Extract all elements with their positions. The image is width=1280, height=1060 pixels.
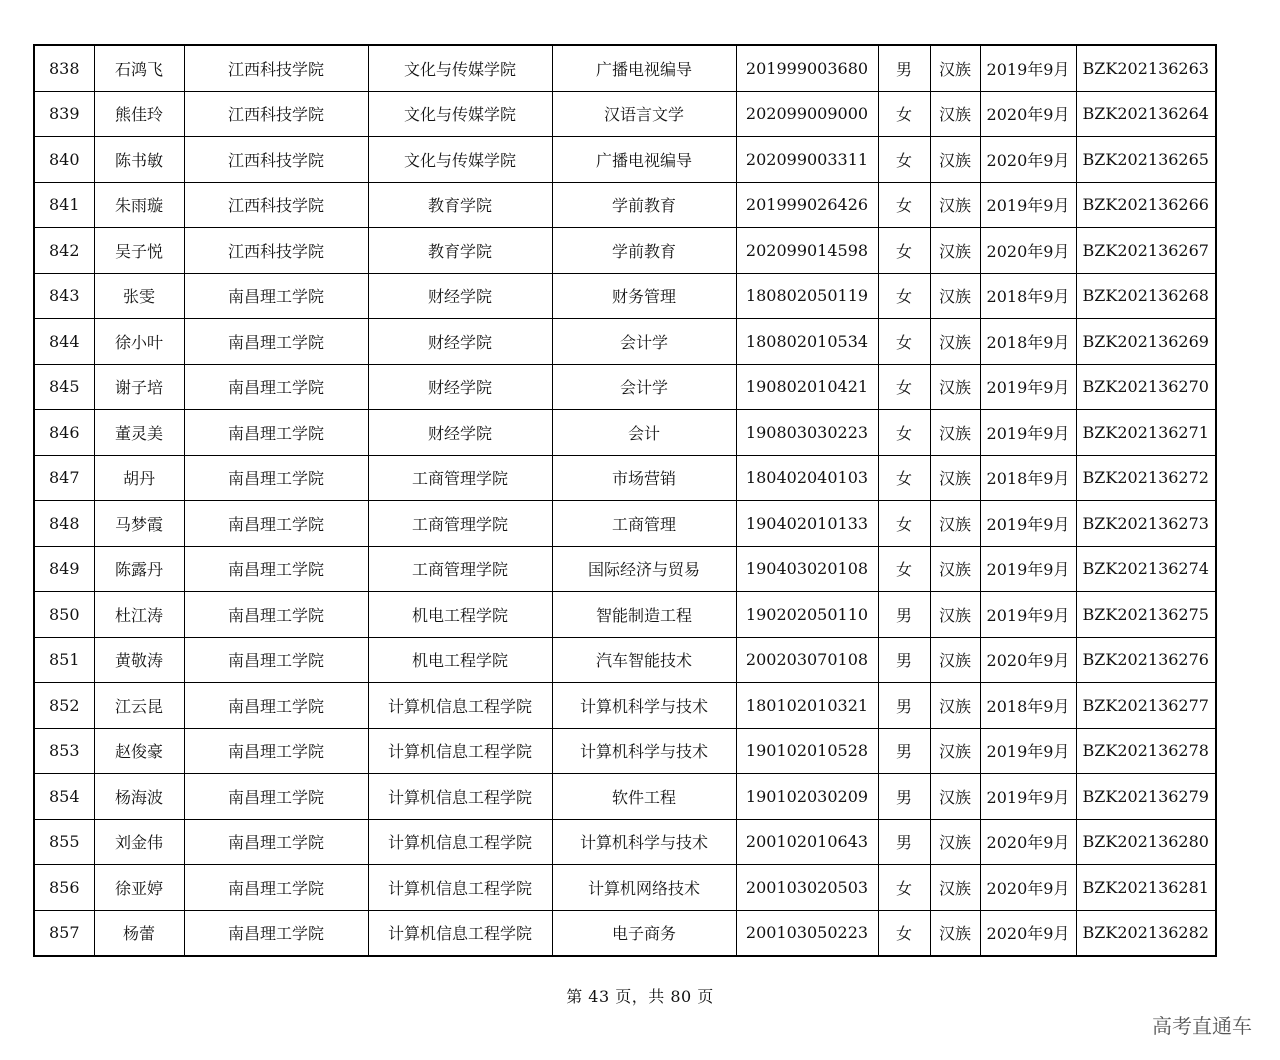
cell-college: 文化与传媒学院 xyxy=(368,137,552,183)
cell-enrollment: 2019年9月 xyxy=(980,728,1076,774)
cell-major: 电子商务 xyxy=(552,910,736,956)
cell-index: 848 xyxy=(34,501,94,547)
cell-college: 教育学院 xyxy=(368,182,552,228)
cell-enrollment: 2018年9月 xyxy=(980,273,1076,319)
cell-index: 843 xyxy=(34,273,94,319)
cell-gender: 女 xyxy=(878,91,930,137)
cell-college: 文化与传媒学院 xyxy=(368,91,552,137)
cell-gender: 男 xyxy=(878,592,930,638)
cell-school: 南昌理工学院 xyxy=(184,410,368,456)
cell-student-id: 190402010133 xyxy=(736,501,878,547)
table-row xyxy=(34,273,1216,319)
cell-gender: 女 xyxy=(878,546,930,592)
cell-college: 计算机信息工程学院 xyxy=(368,774,552,820)
cell-college: 工商管理学院 xyxy=(368,501,552,547)
cell-gender: 女 xyxy=(878,228,930,274)
table-row xyxy=(34,228,1216,274)
table-row xyxy=(34,91,1216,137)
table-row xyxy=(34,683,1216,729)
cell-student-id: 200203070108 xyxy=(736,637,878,683)
cell-ethnicity: 汉族 xyxy=(930,228,980,274)
cell-student-id: 190403020108 xyxy=(736,546,878,592)
table-row xyxy=(34,410,1216,456)
cell-enrollment: 2020年9月 xyxy=(980,865,1076,911)
cell-major: 学前教育 xyxy=(552,228,736,274)
cell-ethnicity: 汉族 xyxy=(930,501,980,547)
cell-index: 851 xyxy=(34,637,94,683)
cell-name: 赵俊豪 xyxy=(94,728,184,774)
cell-student-id: 202099014598 xyxy=(736,228,878,274)
cell-student-id: 201999026426 xyxy=(736,182,878,228)
cell-gender: 女 xyxy=(878,865,930,911)
cell-gender: 男 xyxy=(878,45,930,91)
cell-school: 江西科技学院 xyxy=(184,91,368,137)
cell-student-id: 190102010528 xyxy=(736,728,878,774)
cell-major: 学前教育 xyxy=(552,182,736,228)
cell-ethnicity: 汉族 xyxy=(930,683,980,729)
cell-ethnicity: 汉族 xyxy=(930,455,980,501)
table-row xyxy=(34,182,1216,228)
cell-school: 南昌理工学院 xyxy=(184,592,368,638)
cell-major: 会计 xyxy=(552,410,736,456)
cell-enrollment: 2020年9月 xyxy=(980,819,1076,865)
cell-major: 财务管理 xyxy=(552,273,736,319)
table-row xyxy=(34,546,1216,592)
cell-enrollment: 2019年9月 xyxy=(980,182,1076,228)
cell-ethnicity: 汉族 xyxy=(930,819,980,865)
cell-name: 徐亚婷 xyxy=(94,865,184,911)
table-row xyxy=(34,319,1216,365)
cell-student-id: 190803030223 xyxy=(736,410,878,456)
table-row xyxy=(34,910,1216,956)
cell-ethnicity: 汉族 xyxy=(930,410,980,456)
cell-index: 838 xyxy=(34,45,94,91)
table-body xyxy=(34,45,1216,956)
cell-index: 844 xyxy=(34,319,94,365)
cell-college: 财经学院 xyxy=(368,319,552,365)
cell-index: 842 xyxy=(34,228,94,274)
cell-index: 854 xyxy=(34,774,94,820)
cell-ethnicity: 汉族 xyxy=(930,728,980,774)
cell-student-id: 190802010421 xyxy=(736,364,878,410)
cell-cert-no: BZK202136275 xyxy=(1076,592,1216,638)
cell-college: 财经学院 xyxy=(368,273,552,319)
cell-gender: 女 xyxy=(878,273,930,319)
cell-cert-no: BZK202136269 xyxy=(1076,319,1216,365)
watermark-text: 高考直通车 xyxy=(1152,1014,1252,1038)
cell-ethnicity: 汉族 xyxy=(930,865,980,911)
cell-cert-no: BZK202136279 xyxy=(1076,774,1216,820)
table-row xyxy=(34,364,1216,410)
cell-ethnicity: 汉族 xyxy=(930,45,980,91)
cell-name: 石鸿飞 xyxy=(94,45,184,91)
cell-student-id: 190102030209 xyxy=(736,774,878,820)
cell-name: 刘金伟 xyxy=(94,819,184,865)
cell-ethnicity: 汉族 xyxy=(930,364,980,410)
cell-major: 软件工程 xyxy=(552,774,736,820)
cell-cert-no: BZK202136266 xyxy=(1076,182,1216,228)
cell-cert-no: BZK202136278 xyxy=(1076,728,1216,774)
cell-gender: 女 xyxy=(878,910,930,956)
cell-ethnicity: 汉族 xyxy=(930,592,980,638)
cell-college: 工商管理学院 xyxy=(368,546,552,592)
cell-gender: 女 xyxy=(878,182,930,228)
cell-school: 江西科技学院 xyxy=(184,182,368,228)
cell-college: 计算机信息工程学院 xyxy=(368,728,552,774)
cell-school: 南昌理工学院 xyxy=(184,455,368,501)
cell-school: 江西科技学院 xyxy=(184,137,368,183)
cell-name: 张雯 xyxy=(94,273,184,319)
cell-name: 徐小叶 xyxy=(94,319,184,365)
table-row xyxy=(34,592,1216,638)
cell-student-id: 180802050119 xyxy=(736,273,878,319)
cell-name: 杨海波 xyxy=(94,774,184,820)
cell-cert-no: BZK202136280 xyxy=(1076,819,1216,865)
cell-ethnicity: 汉族 xyxy=(930,319,980,365)
cell-college: 计算机信息工程学院 xyxy=(368,910,552,956)
cell-enrollment: 2019年9月 xyxy=(980,546,1076,592)
cell-enrollment: 2020年9月 xyxy=(980,637,1076,683)
cell-index: 847 xyxy=(34,455,94,501)
cell-ethnicity: 汉族 xyxy=(930,273,980,319)
cell-major: 计算机科学与技术 xyxy=(552,819,736,865)
cell-cert-no: BZK202136274 xyxy=(1076,546,1216,592)
cell-college: 计算机信息工程学院 xyxy=(368,865,552,911)
cell-school: 南昌理工学院 xyxy=(184,774,368,820)
cell-student-id: 180102010321 xyxy=(736,683,878,729)
cell-major: 国际经济与贸易 xyxy=(552,546,736,592)
cell-gender: 男 xyxy=(878,819,930,865)
cell-college: 计算机信息工程学院 xyxy=(368,819,552,865)
cell-gender: 女 xyxy=(878,319,930,365)
cell-name: 胡丹 xyxy=(94,455,184,501)
cell-index: 840 xyxy=(34,137,94,183)
cell-gender: 女 xyxy=(878,137,930,183)
cell-gender: 女 xyxy=(878,364,930,410)
cell-major: 汉语言文学 xyxy=(552,91,736,137)
cell-index: 853 xyxy=(34,728,94,774)
cell-ethnicity: 汉族 xyxy=(930,774,980,820)
cell-cert-no: BZK202136281 xyxy=(1076,865,1216,911)
table-row xyxy=(34,501,1216,547)
cell-index: 849 xyxy=(34,546,94,592)
cell-name: 马梦霞 xyxy=(94,501,184,547)
table-row xyxy=(34,137,1216,183)
cell-enrollment: 2020年9月 xyxy=(980,228,1076,274)
cell-enrollment: 2020年9月 xyxy=(980,137,1076,183)
table-row xyxy=(34,819,1216,865)
cell-ethnicity: 汉族 xyxy=(930,137,980,183)
table-row xyxy=(34,455,1216,501)
cell-enrollment: 2019年9月 xyxy=(980,774,1076,820)
cell-cert-no: BZK202136271 xyxy=(1076,410,1216,456)
cell-major: 会计学 xyxy=(552,364,736,410)
cell-student-id: 190202050110 xyxy=(736,592,878,638)
cell-enrollment: 2020年9月 xyxy=(980,91,1076,137)
cell-major: 广播电视编导 xyxy=(552,137,736,183)
cell-school: 南昌理工学院 xyxy=(184,364,368,410)
cell-enrollment: 2019年9月 xyxy=(980,592,1076,638)
cell-name: 杨蕾 xyxy=(94,910,184,956)
cell-gender: 男 xyxy=(878,728,930,774)
cell-school: 南昌理工学院 xyxy=(184,273,368,319)
cell-college: 机电工程学院 xyxy=(368,592,552,638)
cell-college: 文化与传媒学院 xyxy=(368,45,552,91)
cell-gender: 男 xyxy=(878,637,930,683)
cell-name: 董灵美 xyxy=(94,410,184,456)
table-row xyxy=(34,774,1216,820)
cell-gender: 女 xyxy=(878,455,930,501)
cell-school: 南昌理工学院 xyxy=(184,501,368,547)
cell-cert-no: BZK202136272 xyxy=(1076,455,1216,501)
cell-enrollment: 2020年9月 xyxy=(980,910,1076,956)
cell-school: 南昌理工学院 xyxy=(184,865,368,911)
cell-major: 计算机科学与技术 xyxy=(552,683,736,729)
cell-index: 845 xyxy=(34,364,94,410)
cell-school: 南昌理工学院 xyxy=(184,637,368,683)
cell-major: 会计学 xyxy=(552,319,736,365)
cell-enrollment: 2019年9月 xyxy=(980,501,1076,547)
cell-index: 839 xyxy=(34,91,94,137)
cell-college: 工商管理学院 xyxy=(368,455,552,501)
cell-name: 杜江涛 xyxy=(94,592,184,638)
cell-index: 856 xyxy=(34,865,94,911)
cell-name: 谢子培 xyxy=(94,364,184,410)
cell-major: 智能制造工程 xyxy=(552,592,736,638)
cell-name: 朱雨璇 xyxy=(94,182,184,228)
cell-major: 广播电视编导 xyxy=(552,45,736,91)
cell-student-id: 200103020503 xyxy=(736,865,878,911)
cell-college: 财经学院 xyxy=(368,364,552,410)
cell-student-id: 202099003311 xyxy=(736,137,878,183)
cell-gender: 男 xyxy=(878,683,930,729)
cell-enrollment: 2018年9月 xyxy=(980,319,1076,365)
cell-enrollment: 2018年9月 xyxy=(980,455,1076,501)
cell-name: 黄敬涛 xyxy=(94,637,184,683)
cell-name: 陈露丹 xyxy=(94,546,184,592)
cell-school: 南昌理工学院 xyxy=(184,819,368,865)
cell-student-id: 200103050223 xyxy=(736,910,878,956)
cell-college: 计算机信息工程学院 xyxy=(368,683,552,729)
cell-cert-no: BZK202136273 xyxy=(1076,501,1216,547)
cell-cert-no: BZK202136268 xyxy=(1076,273,1216,319)
cell-enrollment: 2018年9月 xyxy=(980,683,1076,729)
cell-major: 工商管理 xyxy=(552,501,736,547)
cell-name: 熊佳玲 xyxy=(94,91,184,137)
cell-cert-no: BZK202136265 xyxy=(1076,137,1216,183)
cell-index: 846 xyxy=(34,410,94,456)
cell-major: 计算机科学与技术 xyxy=(552,728,736,774)
cell-school: 南昌理工学院 xyxy=(184,910,368,956)
cell-ethnicity: 汉族 xyxy=(930,182,980,228)
cell-cert-no: BZK202136277 xyxy=(1076,683,1216,729)
cell-school: 南昌理工学院 xyxy=(184,683,368,729)
cell-school: 南昌理工学院 xyxy=(184,546,368,592)
cell-gender: 女 xyxy=(878,410,930,456)
table-row xyxy=(34,865,1216,911)
table-row xyxy=(34,45,1216,91)
cell-student-id: 200102010643 xyxy=(736,819,878,865)
cell-cert-no: BZK202136267 xyxy=(1076,228,1216,274)
cell-college: 教育学院 xyxy=(368,228,552,274)
table-row xyxy=(34,637,1216,683)
cell-cert-no: BZK202136276 xyxy=(1076,637,1216,683)
cell-major: 汽车智能技术 xyxy=(552,637,736,683)
cell-enrollment: 2019年9月 xyxy=(980,45,1076,91)
cell-ethnicity: 汉族 xyxy=(930,910,980,956)
cell-index: 850 xyxy=(34,592,94,638)
cell-college: 财经学院 xyxy=(368,410,552,456)
cell-school: 南昌理工学院 xyxy=(184,728,368,774)
cell-ethnicity: 汉族 xyxy=(930,637,980,683)
cell-cert-no: BZK202136270 xyxy=(1076,364,1216,410)
cell-gender: 女 xyxy=(878,501,930,547)
cell-student-id: 201999003680 xyxy=(736,45,878,91)
cell-ethnicity: 汉族 xyxy=(930,546,980,592)
cell-ethnicity: 汉族 xyxy=(930,91,980,137)
cell-school: 江西科技学院 xyxy=(184,45,368,91)
table-row xyxy=(34,728,1216,774)
cell-school: 南昌理工学院 xyxy=(184,319,368,365)
cell-cert-no: BZK202136282 xyxy=(1076,910,1216,956)
cell-cert-no: BZK202136263 xyxy=(1076,45,1216,91)
cell-gender: 男 xyxy=(878,774,930,820)
cell-index: 852 xyxy=(34,683,94,729)
cell-name: 江云昆 xyxy=(94,683,184,729)
cell-major: 计算机网络技术 xyxy=(552,865,736,911)
cell-student-id: 180802010534 xyxy=(736,319,878,365)
cell-name: 吴子悦 xyxy=(94,228,184,274)
cell-enrollment: 2019年9月 xyxy=(980,364,1076,410)
page-number: 第 43 页，共 80 页 xyxy=(566,987,714,1006)
cell-student-id: 202099009000 xyxy=(736,91,878,137)
cell-index: 841 xyxy=(34,182,94,228)
cell-index: 855 xyxy=(34,819,94,865)
cell-major: 市场营销 xyxy=(552,455,736,501)
cell-index: 857 xyxy=(34,910,94,956)
cell-student-id: 180402040103 xyxy=(736,455,878,501)
cell-name: 陈书敏 xyxy=(94,137,184,183)
student-list-table xyxy=(33,44,1217,957)
cell-cert-no: BZK202136264 xyxy=(1076,91,1216,137)
cell-college: 机电工程学院 xyxy=(368,637,552,683)
cell-school: 江西科技学院 xyxy=(184,228,368,274)
cell-enrollment: 2019年9月 xyxy=(980,410,1076,456)
